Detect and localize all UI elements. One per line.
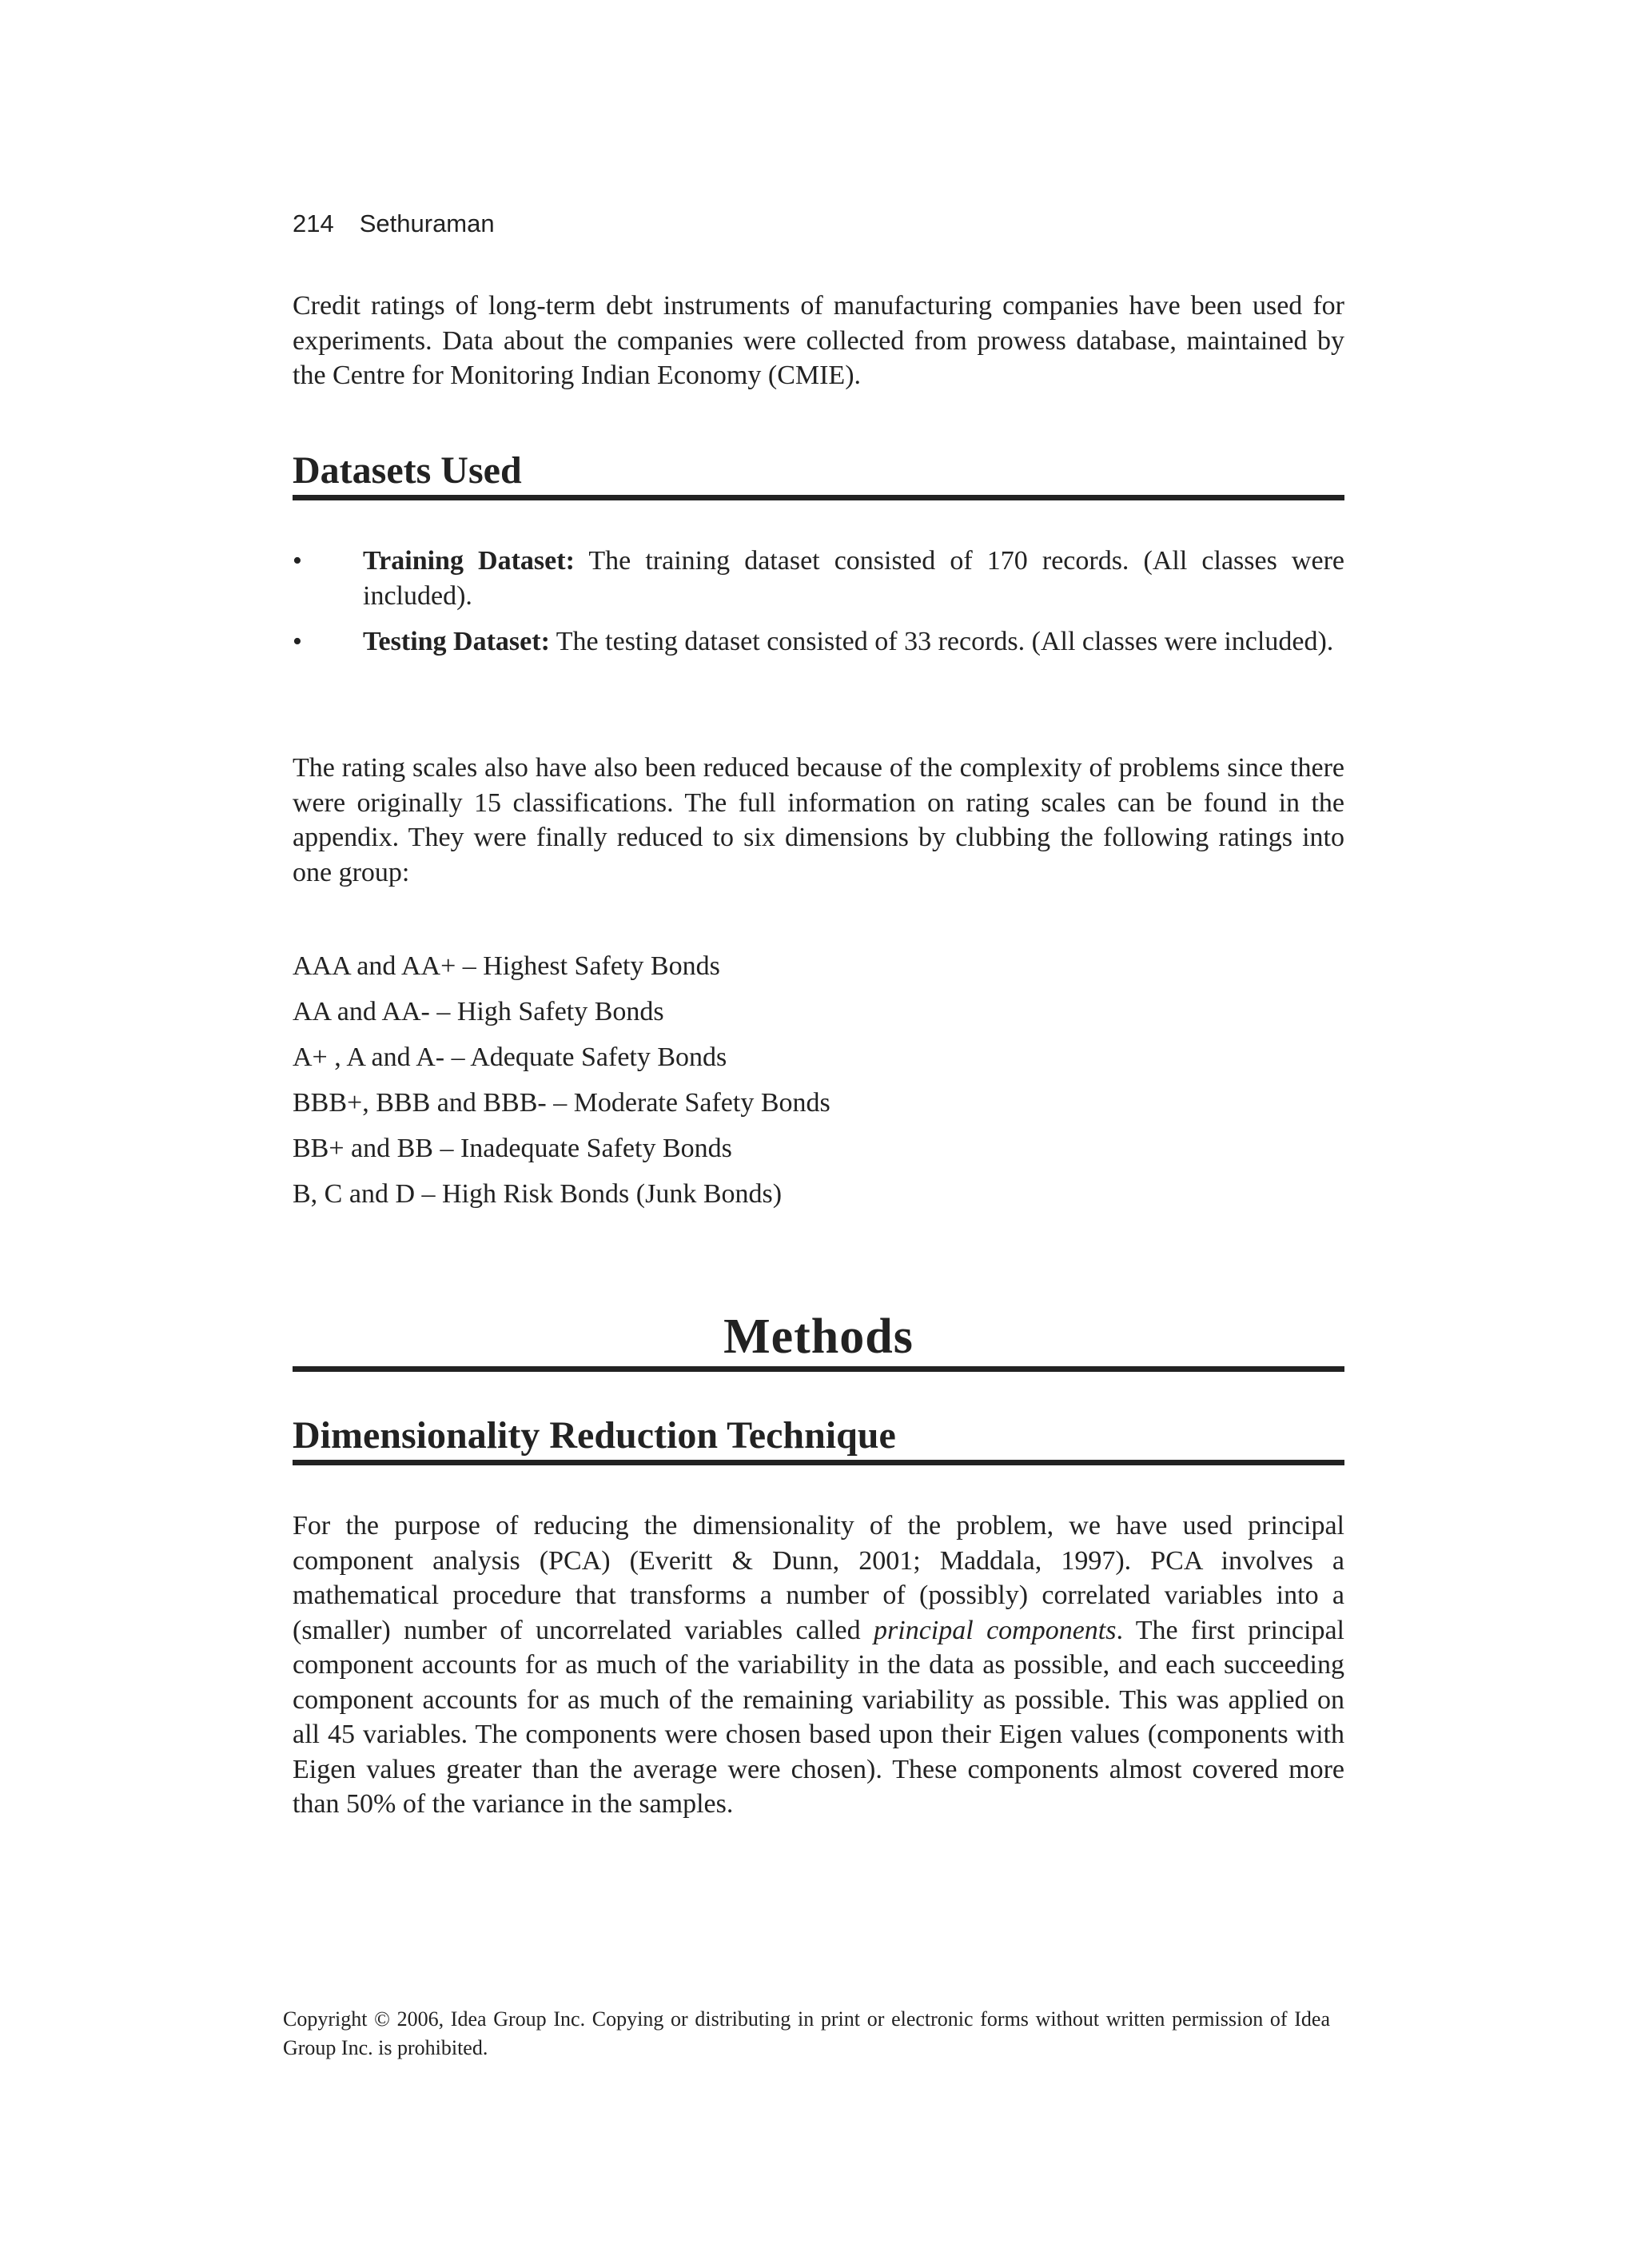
rating-group-item: AA and AA- – High Safety Bonds <box>293 997 664 1026</box>
rating-group-item: A+ , A and A- – Adequate Safety Bonds <box>293 1042 727 1072</box>
rating-group-item: B, C and D – High Risk Bonds (Junk Bonds) <box>293 1179 783 1209</box>
bullet-training-dataset <box>293 544 1344 613</box>
intro-paragraph: Credit ratings of long-term debt instruments of manufacturing companies have been used for experiments. Data about the companies were collected from prowess database, maintained by the Centre for Monitoring Indian Economy (CMIE). <box>293 291 1344 390</box>
page-number: 214 <box>293 209 334 237</box>
dataset-bullet-list <box>293 544 1344 671</box>
rating-group-item: BB+ and BB – Inadequate Safety Bonds <box>293 1134 732 1163</box>
pca-text-end: . The first principal component accounts for as much of the variability in the data as possible, and each succeeding component accounts for as much of the remaining variability as possible. This was applied on all 45 variables. The components were chosen based upon their Eigen values (components with Eigen values greater than the average were chosen). These components almost covered more than 50% of the variance in the samples. <box>293 1615 1345 1819</box>
rating-group-list <box>293 943 830 1217</box>
copyright-notice: Copyright © 2006, Idea Group Inc. Copying or distributing in print or electronic forms without written permission of Idea Group Inc. is prohibited. <box>283 2007 1330 2059</box>
rating-scale-paragraph: The rating scales also have also been reduced because of the complexity of problems since there were originally 15 classifications. The full information on rating scales can be found in the appendix. They were finally reduced to six dimensions by clubbing the following ratings into one group: <box>293 753 1344 887</box>
bullet-icon: • <box>293 546 302 576</box>
bullet-text: The training dataset consisted of 170 records. (All classes were included). <box>363 546 1344 611</box>
bullet-testing-dataset <box>293 624 1344 660</box>
bullet-text: The testing dataset consisted of 33 records. (All classes were included). <box>549 627 1334 656</box>
subsection-heading-dimensionality-reduction: Dimensionality Reduction Technique <box>293 1413 1344 1465</box>
rating-group-item: BBB+, BBB and BBB- – Moderate Safety Bonds <box>293 1088 830 1118</box>
pca-italic-term: principal components <box>874 1615 1117 1645</box>
pca-text-start: For the purpose of reducing the dimensionality of the problem, we have used principal component analysis (PCA) (Everitt & Dunn, 2001; Maddala, 1997). PCA involves a mathematical procedure that transforms a number of (possibly) correlated variables into a (smaller) number of uncorrelated variables called <box>293 1511 1344 1645</box>
running-head <box>293 209 495 238</box>
running-head-author: Sethuraman <box>359 209 495 237</box>
bullet-icon: • <box>293 627 302 656</box>
rating-group-item: AAA and AA+ – Highest Safety Bonds <box>293 951 720 981</box>
bullet-term: Training Dataset: <box>363 546 575 576</box>
section-heading-datasets-used: Datasets Used <box>293 448 1344 500</box>
pca-paragraph <box>293 1509 1344 1822</box>
bullet-term: Testing Dataset: <box>363 627 550 656</box>
section-heading-methods: Methods <box>293 1309 1344 1372</box>
